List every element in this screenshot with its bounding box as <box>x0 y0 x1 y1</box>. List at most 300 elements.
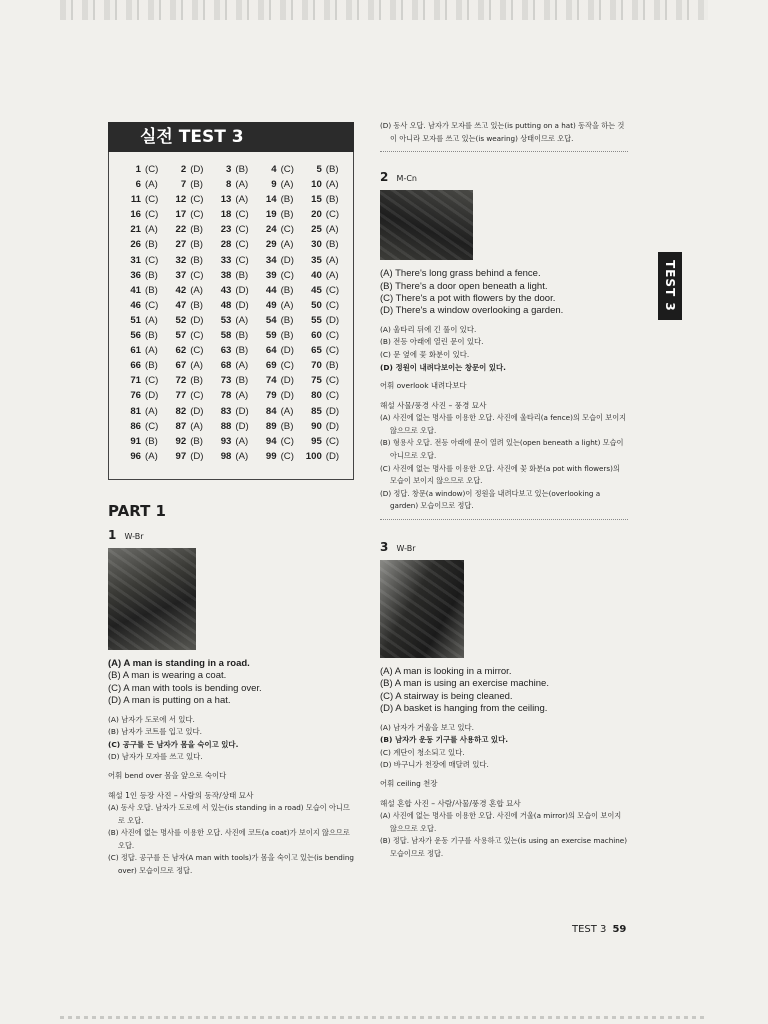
speaker-label: W-Br <box>396 543 416 553</box>
question-3-options <box>380 666 628 716</box>
question-2-explanation <box>380 412 628 513</box>
answer-choice: (C) <box>280 269 294 281</box>
answer-choice: (A) <box>190 420 203 432</box>
question-2-photo <box>380 190 473 260</box>
answer-number: 58 <box>220 330 232 342</box>
answer-choice: (A) <box>145 179 158 191</box>
question-number <box>380 170 628 184</box>
translation-line: (C) 문 옆에 꽃 화분이 있다. <box>380 350 470 359</box>
explanation-line: (C) 정답. 공구를 든 남자(A man with tools)가 몸을 숙이고 있는(is bending over) 모습이므로 정답. <box>108 853 354 875</box>
side-tab-label: TEST 3 <box>663 260 677 312</box>
answer-choice: (D) <box>235 284 249 296</box>
answer-number: 69 <box>265 360 277 372</box>
answer-choice: (A) <box>235 194 249 206</box>
answer-choice: (D) <box>280 390 294 402</box>
answer-number: 44 <box>265 284 277 296</box>
answer-choice: (B) <box>280 209 294 221</box>
answer-number: 55 <box>311 314 322 326</box>
answer-item <box>255 358 300 373</box>
explanation-heading: 해설 혼합 사진 – 사람/사물/풍경 혼합 묘사 <box>380 798 521 808</box>
question-number <box>380 540 628 554</box>
answer-number: 32 <box>175 254 187 266</box>
answer-choice: (A) <box>325 224 339 236</box>
answer-choice: (D) <box>190 314 204 326</box>
answer-choice: (B) <box>190 254 203 266</box>
answer-choice: (C) <box>280 435 294 447</box>
answer-choice: (C) <box>235 224 249 236</box>
answer-item <box>300 343 345 358</box>
answer-choice: (D) <box>235 405 249 417</box>
answer-item <box>300 449 345 464</box>
answer-number: 15 <box>311 194 322 206</box>
answer-number: 94 <box>265 435 277 447</box>
answer-item <box>255 343 300 358</box>
explanation-line: (D) 정답. 창문(a window)이 정원을 내려다보고 있는(overlooking a garden) 모습이므로 정답. <box>380 488 601 511</box>
answer-number: 90 <box>311 420 322 432</box>
answer-item <box>209 298 254 313</box>
speaker-label: W-Br <box>124 532 144 541</box>
answer-choice: (D) <box>280 345 294 357</box>
scan-header-strip <box>60 0 708 20</box>
answer-item <box>209 328 254 343</box>
answer-number: 47 <box>175 299 187 311</box>
answer-item <box>300 298 345 313</box>
divider <box>380 519 628 520</box>
answer-item <box>209 404 254 419</box>
answer-option: (D) There's a window overlooking a garden. <box>380 305 564 317</box>
answer-number: 70 <box>311 360 322 372</box>
answer-item <box>300 237 345 252</box>
answer-number: 89 <box>265 420 277 432</box>
answer-choice: (B) <box>325 239 339 251</box>
answer-item <box>119 328 164 343</box>
answer-number: 73 <box>220 375 232 387</box>
answer-option: (B) A man is wearing a coat. <box>108 670 227 682</box>
explanation-line: (A) 동사 오답. 남자가 도로에 서 있는(is standing in a road) 모습이 아니므로 오답. <box>108 803 350 825</box>
answer-number: 50 <box>311 299 322 311</box>
answer-choice: (C) <box>325 375 340 387</box>
answer-item <box>119 388 164 403</box>
answer-item <box>119 222 164 237</box>
answer-number: 54 <box>265 314 277 326</box>
answer-number: 31 <box>130 254 141 266</box>
question-2-number: 2 <box>380 170 389 185</box>
answer-option: (D) A man is putting on a hat. <box>108 695 231 707</box>
section-side-tab <box>658 252 682 320</box>
translation-line: (D) 바구니가 천장에 매달려 있다. <box>380 760 489 770</box>
answer-choice: (B) <box>235 375 249 387</box>
answer-number: 42 <box>175 284 187 296</box>
answer-item <box>300 268 345 283</box>
answer-item <box>209 373 254 388</box>
answer-number: 5 <box>316 164 322 175</box>
answer-number: 91 <box>130 435 141 447</box>
answer-number: 98 <box>220 450 232 462</box>
answer-item <box>300 358 345 373</box>
answer-item <box>119 419 164 434</box>
answer-item <box>119 434 164 449</box>
answer-number: 59 <box>265 330 277 342</box>
answer-choice: (C) <box>235 209 249 221</box>
answer-choice: (B) <box>145 330 158 342</box>
page-number: 59 <box>612 924 627 935</box>
answer-option: (B) There's a door open beneath a light. <box>380 280 548 292</box>
answer-number: 21 <box>130 224 141 236</box>
answer-item <box>164 298 209 313</box>
answer-item <box>209 283 254 298</box>
answer-item <box>300 313 345 328</box>
answer-number: 97 <box>175 450 187 462</box>
answer-number: 61 <box>130 345 141 357</box>
question-3-explanation <box>380 810 628 860</box>
answer-number: 33 <box>220 254 232 266</box>
question-1-number: 1 <box>108 528 117 542</box>
answer-item <box>119 177 164 192</box>
answer-item <box>119 268 164 283</box>
answer-item <box>119 373 164 388</box>
answer-number: 63 <box>220 345 232 357</box>
answer-number: 14 <box>265 194 277 206</box>
answer-choice: (C) <box>325 330 340 342</box>
answer-number: 56 <box>130 330 141 342</box>
answer-item <box>255 388 300 403</box>
answer-number: 11 <box>130 194 141 206</box>
answer-item <box>119 449 164 464</box>
answer-number: 79 <box>265 390 277 402</box>
answer-key-box <box>108 152 354 480</box>
answer-item <box>300 373 345 388</box>
answer-choice: (D) <box>190 405 204 417</box>
answer-item <box>164 222 209 237</box>
answer-choice: (C) <box>145 209 159 221</box>
answer-number: 95 <box>311 435 322 447</box>
answer-item <box>209 222 254 237</box>
answer-number: 80 <box>311 390 322 402</box>
answer-choice: (A) <box>325 269 339 281</box>
answer-item <box>300 253 345 268</box>
answer-choice: (D) <box>190 164 204 175</box>
answer-choice: (D) <box>235 420 249 432</box>
answer-number: 22 <box>175 224 187 236</box>
answer-choice: (C) <box>190 269 204 281</box>
answer-item <box>209 434 254 449</box>
answer-item <box>119 343 164 358</box>
answer-number: 26 <box>130 239 141 251</box>
answer-number: 39 <box>265 269 277 281</box>
answer-choice: (B) <box>235 164 249 175</box>
answer-item <box>209 177 254 192</box>
answer-number: 46 <box>130 299 141 311</box>
answer-item <box>255 373 300 388</box>
answer-item <box>164 268 209 283</box>
answer-number: 4 <box>271 164 277 175</box>
answer-choice: (A) <box>145 314 158 326</box>
answer-item <box>300 404 345 419</box>
answer-choice: (B) <box>325 360 339 372</box>
continued-explanation: (D) 동사 오답. 남자가 모자를 쓰고 있는(is putting on a hat) 동작을 하는 것이 아니라 모자를 쓰고 있는(is wearing) 상태이므로 오답. <box>380 121 625 143</box>
answer-item <box>255 404 300 419</box>
answer-number: 12 <box>175 194 187 206</box>
answer-number: 92 <box>175 435 187 447</box>
answer-item <box>164 343 209 358</box>
answer-choice: (B) <box>190 239 203 251</box>
answer-choice: (D) <box>235 299 249 311</box>
explanation-line: (B) 형용사 오답. 전등 아래에 문이 열려 있는(open beneath a light) 모습이 아니므로 오답. <box>380 438 624 460</box>
answer-item <box>164 404 209 419</box>
answer-choice: (D) <box>280 375 294 387</box>
answer-choice: (A) <box>325 179 339 191</box>
answer-item <box>164 449 209 464</box>
answer-item <box>300 434 345 449</box>
answer-choice: (D) <box>145 390 159 402</box>
answer-choice: (B) <box>145 284 158 296</box>
answer-choice: (B) <box>235 345 249 357</box>
answer-item <box>164 373 209 388</box>
answer-choice: (B) <box>145 435 158 447</box>
translation-line: (B) 남자가 코트를 입고 있다. <box>108 727 202 737</box>
answer-item <box>164 419 209 434</box>
answer-choice: (B) <box>325 164 339 175</box>
answer-number: 29 <box>265 239 277 251</box>
answer-choice: (B) <box>190 299 203 311</box>
answer-item <box>209 343 254 358</box>
answer-choice: (C) <box>145 194 159 206</box>
answer-choice: (C) <box>280 164 294 175</box>
answer-item <box>255 253 300 268</box>
answer-option: (C) A man with tools is bending over. <box>108 682 262 694</box>
answer-choice: (B) <box>235 269 249 281</box>
answer-choice: (C) <box>325 209 340 221</box>
answer-item <box>164 192 209 207</box>
answer-choice: (D) <box>325 420 340 432</box>
answer-choice: (A) <box>325 254 339 266</box>
answer-number: 49 <box>265 299 277 311</box>
answer-number: 17 <box>175 209 187 221</box>
answer-number: 52 <box>175 314 187 326</box>
question-3-photo <box>380 560 464 658</box>
answer-number: 86 <box>130 420 141 432</box>
answer-item <box>119 162 164 177</box>
answer-item <box>119 283 164 298</box>
answer-option: (A) There's long grass behind a fence. <box>380 268 541 280</box>
answer-number: 75 <box>311 375 322 387</box>
answer-choice: (C) <box>145 254 159 266</box>
answer-item <box>164 162 209 177</box>
answer-number: 77 <box>175 390 187 402</box>
answer-item <box>300 192 345 207</box>
answer-number: 53 <box>220 314 232 326</box>
explanation-line: (B) 사진에 없는 명사를 이용한 오답. 사진에 코트(a coat)가 보이지 않으므로 오답. <box>108 828 350 850</box>
answer-number: 66 <box>130 360 141 372</box>
footer-label: TEST 3 <box>572 924 607 935</box>
answer-key-grid <box>119 162 345 464</box>
answer-number: 6 <box>135 179 141 191</box>
answer-item <box>209 313 254 328</box>
answer-choice: (C) <box>190 330 204 342</box>
answer-item <box>255 162 300 177</box>
answer-item <box>300 419 345 434</box>
answer-item <box>300 222 345 237</box>
answer-number: 60 <box>311 330 322 342</box>
left-column <box>108 122 354 878</box>
answer-item <box>300 328 345 343</box>
answer-item <box>164 253 209 268</box>
answer-item <box>209 207 254 222</box>
answer-item <box>209 268 254 283</box>
answer-item <box>255 192 300 207</box>
answer-choice: (B) <box>280 420 294 432</box>
answer-item <box>164 207 209 222</box>
answer-number: 62 <box>175 345 187 357</box>
answer-number: 74 <box>265 375 277 387</box>
answer-number: 9 <box>271 179 277 191</box>
answer-choice: (C) <box>190 194 204 206</box>
answer-number: 28 <box>220 239 232 251</box>
answer-choice: (C) <box>145 164 159 175</box>
answer-item <box>300 177 345 192</box>
answer-number: 3 <box>226 164 232 175</box>
answer-number: 8 <box>226 179 232 191</box>
answer-choice: (A) <box>190 284 203 296</box>
answer-item <box>119 313 164 328</box>
answer-choice: (A) <box>145 224 158 236</box>
answer-choice: (C) <box>145 299 159 311</box>
answer-number: 38 <box>220 269 232 281</box>
translation-line: (A) 남자가 거울을 보고 있다. <box>380 722 474 732</box>
answer-number: 67 <box>175 360 187 372</box>
answer-item <box>255 449 300 464</box>
answer-item <box>119 237 164 252</box>
answer-item <box>119 207 164 222</box>
answer-number: 71 <box>130 375 141 387</box>
answer-choice: (A) <box>280 299 294 311</box>
answer-choice: (D) <box>325 405 340 417</box>
answer-number: 51 <box>130 314 141 326</box>
answer-choice: (B) <box>325 194 339 206</box>
answer-choice: (B) <box>190 435 203 447</box>
answer-item <box>255 268 300 283</box>
answer-choice: (D) <box>190 450 204 462</box>
translation-line: (B) 전등 아래에 열린 문이 있다. <box>380 337 484 347</box>
answer-item <box>164 388 209 403</box>
answer-choice: (B) <box>145 239 158 251</box>
answer-number: 81 <box>130 405 141 417</box>
answer-number: 13 <box>220 194 232 206</box>
answer-number: 20 <box>311 209 322 221</box>
answer-number: 27 <box>175 239 187 251</box>
answer-choice: (B) <box>145 269 158 281</box>
answer-choice: (B) <box>190 179 203 191</box>
answer-item <box>255 237 300 252</box>
answer-choice: (A) <box>235 435 249 447</box>
answer-number: 1 <box>135 164 141 175</box>
answer-item <box>300 207 345 222</box>
part-title: PART 1 <box>108 502 166 520</box>
answer-number: 65 <box>311 345 322 357</box>
answer-item <box>164 313 209 328</box>
answer-choice: (A) <box>235 450 249 462</box>
answer-choice: (C) <box>325 435 340 447</box>
answer-number: 24 <box>265 224 277 236</box>
question-1-options <box>108 658 354 708</box>
answer-choice: (A) <box>145 450 158 462</box>
answer-number: 41 <box>130 284 141 296</box>
translation-line: (C) 계단이 청소되고 있다. <box>380 747 465 757</box>
answer-number: 35 <box>311 254 322 266</box>
answer-number: 96 <box>130 450 141 462</box>
explanation-heading: 해설 사물/풍경 사진 – 풍경 묘사 <box>380 401 487 411</box>
vocab-note: 어휘 ceiling 천장 <box>380 778 438 788</box>
answer-option: (D) A basket is hanging from the ceiling. <box>380 703 548 715</box>
answer-item <box>209 388 254 403</box>
answer-number: 37 <box>175 269 187 281</box>
answer-number: 30 <box>311 239 322 251</box>
speaker-label: M-Cn <box>396 174 417 184</box>
answer-choice: (D) <box>280 254 294 266</box>
answer-number: 93 <box>220 435 232 447</box>
answer-item <box>255 434 300 449</box>
answer-number: 45 <box>311 284 322 296</box>
answer-choice: (B) <box>280 314 294 326</box>
answer-choice: (A) <box>145 405 158 417</box>
answer-number: 83 <box>220 405 232 417</box>
answer-item <box>119 358 164 373</box>
answer-choice: (C) <box>325 299 340 311</box>
answer-choice: (C) <box>280 224 294 236</box>
answer-choice: (B) <box>190 375 203 387</box>
answer-choice: (B) <box>280 284 294 296</box>
answer-number: 57 <box>175 330 187 342</box>
answer-number: 68 <box>220 360 232 372</box>
answer-option: (A) A man is looking in a mirror. <box>380 665 512 677</box>
translation-line: (C) 공구를 든 남자가 몸을 숙이고 있다. <box>108 739 239 749</box>
answer-item <box>209 253 254 268</box>
answer-option: (C) There's a pot with flowers by the door. <box>380 293 556 304</box>
answer-number: 100 <box>305 450 322 462</box>
answer-number: 48 <box>220 299 232 311</box>
answer-choice: (A) <box>235 179 249 191</box>
answer-choice: (A) <box>235 360 249 372</box>
answer-choice: (A) <box>280 179 294 191</box>
answer-item <box>164 358 209 373</box>
answer-item <box>119 253 164 268</box>
answer-item <box>164 237 209 252</box>
answer-item <box>119 404 164 419</box>
answer-item <box>119 192 164 207</box>
answer-choice: (D) <box>325 450 340 462</box>
translation-line: (B) 남자가 운동 기구를 사용하고 있다. <box>380 735 509 745</box>
answer-item <box>164 177 209 192</box>
answer-item <box>209 192 254 207</box>
answer-number: 2 <box>180 164 187 175</box>
answer-number: 7 <box>180 179 187 191</box>
question-1-translation <box>108 714 354 764</box>
answer-choice: (C) <box>190 209 204 221</box>
answer-number: 64 <box>265 345 277 357</box>
answer-number: 87 <box>175 420 187 432</box>
answer-choice: (C) <box>235 239 249 251</box>
answer-number: 34 <box>265 254 277 266</box>
answer-item <box>119 298 164 313</box>
translation-line: (D) 남자가 모자를 쓰고 있다. <box>108 752 203 762</box>
answer-choice: (C) <box>280 360 294 372</box>
answer-choice: (C) <box>235 254 249 266</box>
vocab-note: 어휘 overlook 내려다보다 <box>380 381 467 391</box>
answer-item <box>209 449 254 464</box>
answer-choice: (C) <box>145 375 159 387</box>
right-column <box>380 120 628 860</box>
answer-item <box>255 328 300 343</box>
